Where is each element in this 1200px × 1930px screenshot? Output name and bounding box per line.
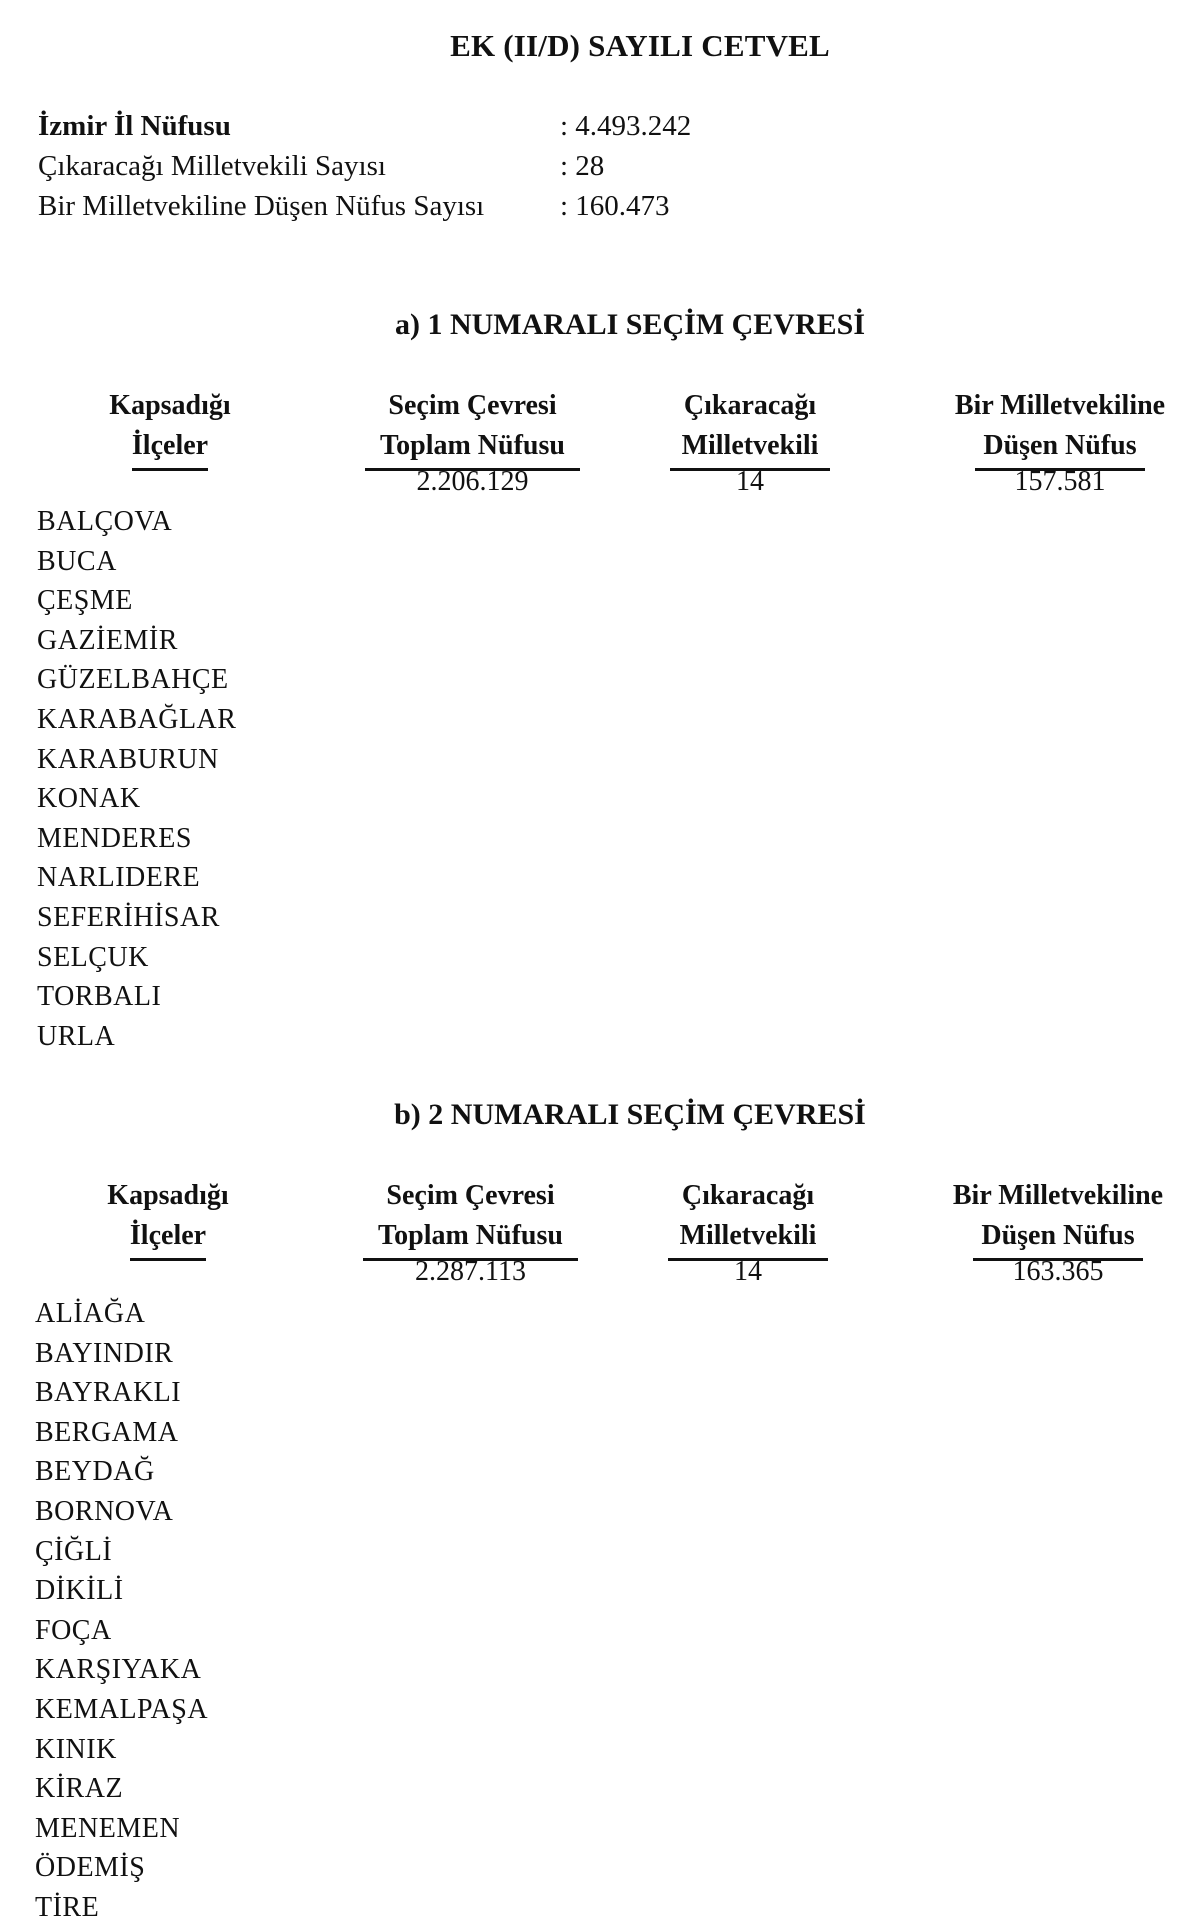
- list-item: GAZİEMİR: [37, 624, 178, 656]
- info-value-deputies: : 28: [560, 150, 605, 182]
- header-deputies-line2: Milletvekili: [670, 426, 830, 471]
- section-1-district-list: [37, 502, 236, 1056]
- header-population-line1: Seçim Çevresi: [388, 390, 557, 421]
- list-item: KARABURUN: [37, 743, 219, 775]
- header-districts: [90, 386, 250, 471]
- list-item: SELÇUK: [37, 941, 149, 973]
- list-item: TORBALI: [37, 981, 162, 1013]
- list-item: SEFERİHİSAR: [37, 901, 220, 933]
- info-label-per-deputy: Bir Milletvekiline Düşen Nüfus Sayısı: [38, 190, 485, 222]
- list-item: BUCA: [37, 545, 117, 577]
- list-item: MENDERES: [37, 822, 192, 854]
- section-title-2: b) 2 NUMARALI SEÇİM ÇEVRESİ: [394, 1098, 866, 1131]
- section-title-1: a) 1 NUMARALI SEÇİM ÇEVRESİ: [394, 308, 866, 341]
- info-value-per-deputy: : 160.473: [560, 190, 670, 222]
- section-2-deputies: 14: [734, 1256, 762, 1287]
- header-population-line2: Toplam Nüfusu: [363, 1216, 578, 1261]
- section-2-per-deputy: 163.365: [1012, 1256, 1104, 1287]
- list-item: NARLIDERE: [37, 862, 201, 894]
- list-item: ÖDEMİŞ: [35, 1852, 146, 1884]
- info-label-population: İzmir İl Nüfusu: [38, 110, 231, 142]
- list-item: KARABAĞLAR: [37, 703, 237, 735]
- header-districts-line2: İlçeler: [132, 426, 208, 471]
- list-item: BALÇOVA: [37, 506, 173, 537]
- header-deputies-line1: Çıkaracağı: [681, 1180, 815, 1211]
- info-value-population: : 4.493.242: [560, 110, 692, 142]
- list-item: TİRE: [35, 1891, 100, 1923]
- header-population-line1: Seçim Çevresi: [386, 1180, 555, 1211]
- list-item: KINIK: [35, 1733, 117, 1765]
- info-label-deputies: Çıkaracağı Milletvekili Sayısı: [38, 150, 386, 182]
- header-per-deputy: [930, 386, 1190, 471]
- list-item: DİKİLİ: [35, 1575, 124, 1607]
- header-per-deputy-line1: Bir Milletvekiline: [952, 1180, 1164, 1211]
- header-per-deputy-2: [928, 1176, 1188, 1261]
- header-districts-line1: Kapsadığı: [109, 390, 231, 421]
- header-per-deputy-line2: Düşen Nüfus: [973, 1216, 1142, 1261]
- header-deputies: [670, 386, 830, 471]
- list-item: MENEMEN: [35, 1812, 181, 1844]
- header-districts-line2: İlçeler: [130, 1216, 206, 1261]
- header-per-deputy-line1: Bir Milletvekiline: [954, 390, 1166, 421]
- section-1-deputies: 14: [736, 466, 764, 497]
- section-2-population: 2.287.113: [415, 1256, 526, 1287]
- list-item: ALİAĞA: [35, 1298, 146, 1329]
- list-item: BERGAMA: [35, 1416, 179, 1448]
- header-population-line2: Toplam Nüfusu: [365, 426, 580, 471]
- list-item: BAYRAKLI: [35, 1377, 182, 1409]
- header-deputies-line1: Çıkaracağı: [683, 390, 817, 421]
- list-item: ÇEŞME: [37, 585, 133, 617]
- header-districts-line1: Kapsadığı: [107, 1180, 229, 1211]
- list-item: KONAK: [37, 783, 141, 815]
- list-item: KEMALPAŞA: [35, 1693, 209, 1725]
- header-deputies-2: [668, 1176, 828, 1261]
- list-item: KARŞIYAKA: [35, 1654, 202, 1686]
- header-population: [365, 386, 580, 471]
- header-per-deputy-line2: Düşen Nüfus: [975, 426, 1144, 471]
- list-item: URLA: [37, 1020, 116, 1052]
- header-districts-2: [88, 1176, 248, 1261]
- section-1-per-deputy: 157.581: [1014, 466, 1106, 497]
- header-deputies-line2: Milletvekili: [668, 1216, 828, 1261]
- list-item: FOÇA: [35, 1614, 112, 1646]
- header-population-2: [363, 1176, 578, 1261]
- section-1-population: 2.206.129: [416, 466, 529, 497]
- document-title: EK (II/D) SAYILI CETVEL: [450, 28, 830, 63]
- list-item: GÜZELBAHÇE: [37, 664, 229, 696]
- section-2-district-list: [35, 1294, 208, 1928]
- list-item: BEYDAĞ: [35, 1456, 155, 1488]
- list-item: BAYINDIR: [35, 1337, 174, 1369]
- list-item: BORNOVA: [35, 1495, 174, 1527]
- list-item: KİRAZ: [35, 1773, 124, 1805]
- list-item: ÇİĞLİ: [35, 1535, 113, 1567]
